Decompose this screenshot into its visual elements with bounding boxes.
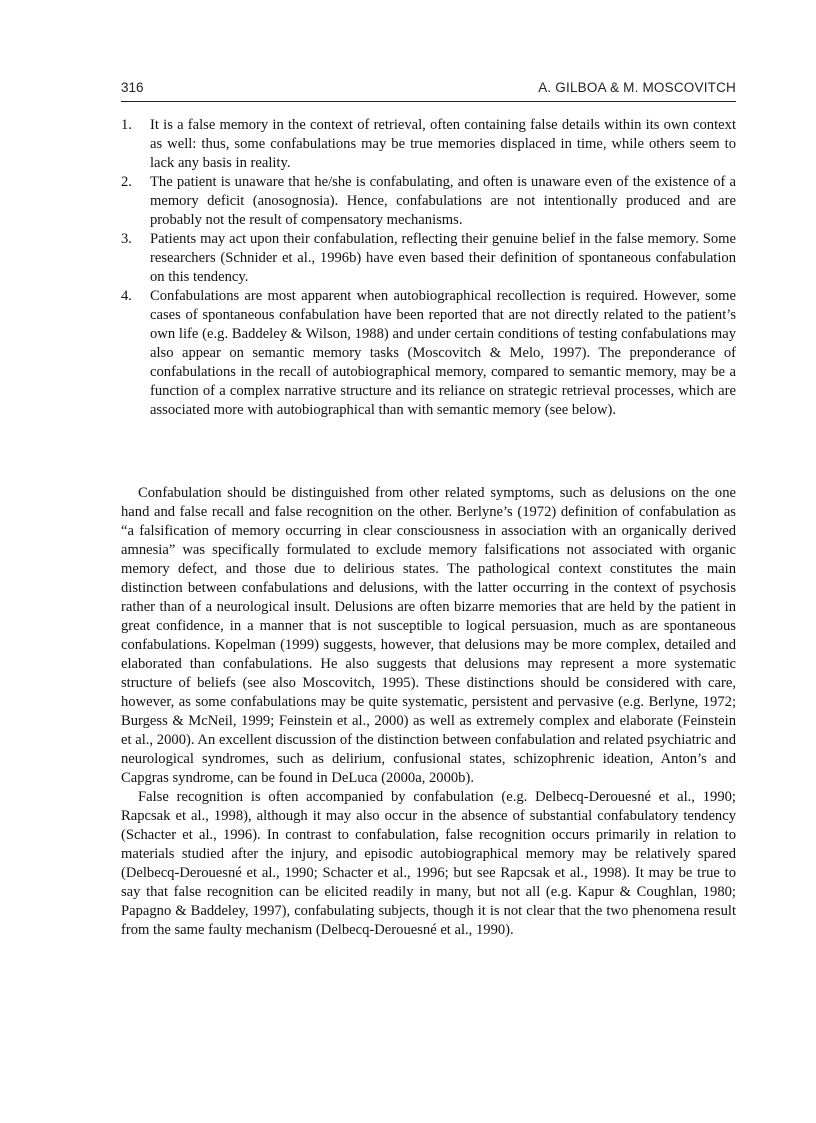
list-number: 3. [121,231,132,247]
body-paragraphs [121,484,736,940]
list-item [121,287,736,420]
page-number: 316 [121,80,144,95]
list-number: 2. [121,174,132,190]
list-item [121,116,736,173]
list-text: The patient is unaware that he/she is confabulating, and often is unaware even of the existence of a memory deficit (anosognosia). Hence, confabulations are not intentionally produced and are probably not the result of compensatory mechanisms. [150,174,736,228]
running-title: A. GILBOA & M. MOSCOVITCH [538,80,736,95]
header-rule [121,101,736,102]
list-text: Confabulations are most apparent when autobiographical recollection is required. However, some cases of spontaneous confabulation have been reported that are not directly related to the patient’s own life (e.g. Baddeley & Wilson, 1988) and under certain conditions of testing confabulations may also appear on semantic memory tasks (Moscovitch & Melo, 1997). The preponderance of confabulations in the recall of autobiographical memory, compared to semantic memory, may be a function of a complex narrative structure and its reliance on strategic retrieval processes, which are associated more with autobiographical than with semantic memory (see below). [150,288,736,418]
paragraph-delusions: Confabulation should be distinguished from other related symptoms, such as delusions on the one hand and false recall and false recognition on the other. Berlyne’s (1972) definition of confabulation as “a falsification of memory occurring in clear consciousness in association with an organically derived amnesia” was specifically formulated to exclude memory falsifications not associated with organic memory defect, and those due to delirious states. The pathological context constitutes the main distinction between confabulations and delusions, with the latter occurring in the context of psychosis rather than of a neurological insult. Delusions are often bizarre memories that are held by the patient in great confidence, in a manner that is not susceptible to logical persuasion, much as are spontaneous confabulations. Kopelman (1999) suggests, however, that delusions may be more complex, detailed and elaborated than confabulations. He also suggests that delusions may represent a more systematic structure of beliefs (see also Moscovitch, 1995). These distinctions should be considered with care, however, as some confabulations may be quite systematic, persistent and pervasive (e.g. Berlyne, 1972; Burgess & McNeil, 1999; Feinstein et al., 2000) as well as extremely complex and elaborate (Feinstein et al., 2000). An excellent discussion of the distinction between confabulation and related psychiatric and neurological syndromes, such as delirium, confusional states, schizophrenic ideation, Anton’s and Capgras syndrome, can be found in DeLuca (2000a, 2000b). [121,485,736,786]
list-text: Patients may act upon their confabulation, reflecting their genuine belief in the false memory. Some researchers (Schnider et al., 1996b) have even based their definition of spontaneous confabulation on this tendency. [150,231,736,285]
list-text: It is a false memory in the context of retrieval, often containing false details within its own context as well: thus, some confabulations may be true memories displaced in time, while others seem to lack any basis in reality. [150,117,736,171]
criteria-list [121,116,736,420]
list-item [121,230,736,287]
list-item [121,173,736,230]
list-number: 1. [121,117,132,133]
paragraph-false-recognition: False recognition is often accompanied by confabulation (e.g. Delbecq-Derouesné et al., 1990; Rapcsak et al., 1998), although it may also occur in the absence of substantial confabulatory tendency (Schacter et al., 1996). In contrast to confabulation, false recognition occurs primarily in relation to materials studied after the injury, and episodic autobiographical memory may be relatively spared (Delbecq-Derouesné et al., 1990; Schacter et al., 1996; but see Rapcsak et al., 1998). It may be true to say that false recognition can be elicited readily in many, but not all (e.g. Kapur & Coughlan, 1980; Papagno & Baddeley, 1997), confabulating subjects, though it is not clear that the two phenomena result from the same faulty mechanism (Delbecq-Derouesné et al., 1990). [121,789,736,938]
list-number: 4. [121,288,132,304]
running-header [121,80,736,100]
